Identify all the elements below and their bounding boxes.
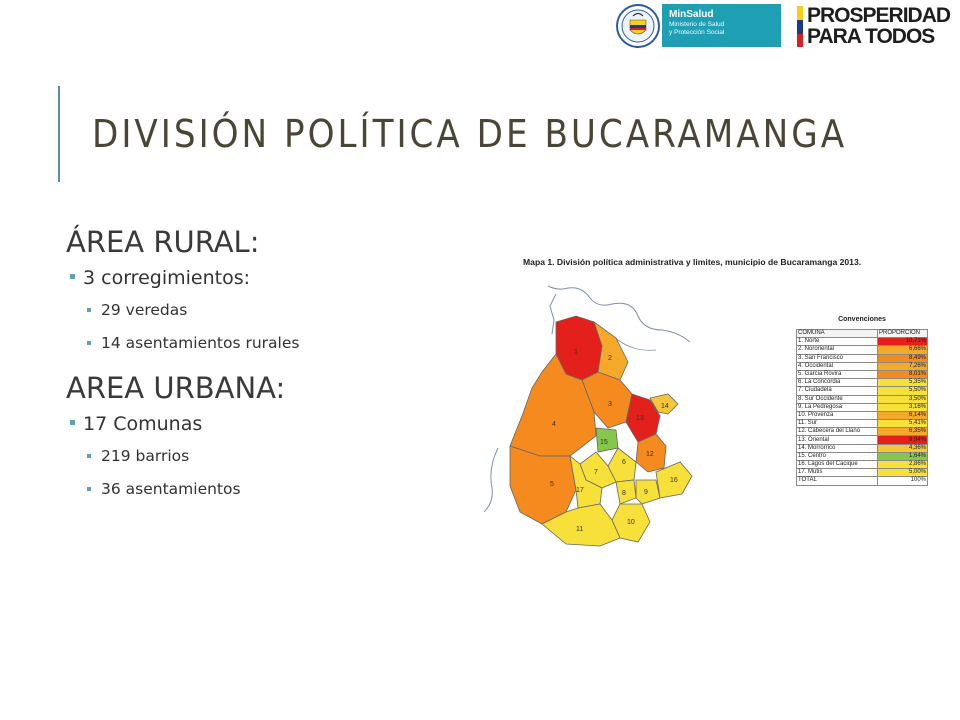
comuna-label: 5 [550,481,554,488]
bullet-icon [87,308,91,312]
comuna-label: 10 [627,519,635,526]
legend-comuna-name: 7. Ciudadela [797,387,878,395]
legend-comuna-name: 11. Sur [797,420,878,428]
prosperidad-logo [797,6,959,48]
comuna-label: 7 [594,469,598,476]
comuna-9-region [636,480,660,504]
legend-proporcion-value: 7,26% [878,362,928,370]
legend-comuna-name: 14. Morrorrico [797,444,878,452]
comuna-label: 13 [636,415,644,422]
legend-body [797,338,928,477]
legend-proporcion-value: 8,49% [878,354,928,362]
rural-subitem-text: 14 asentamientos rurales [101,334,300,352]
legend-comuna-name: 3. San Francisco [797,354,878,362]
rural-subitem-text: 29 veredas [101,301,188,319]
legend-comuna-name: 12. Cabecera del Llano [797,428,878,436]
rural-subitem [66,327,396,360]
legend-total-value: 100% [878,477,928,485]
legend-row [797,403,928,411]
rural-item [66,262,396,294]
legend-comuna-name: 17. Mutis [797,469,878,477]
comuna-label: 12 [646,451,654,458]
comuna-label: 2 [608,355,612,362]
legend-row [797,379,928,387]
legend-col-comuna: COMUNA [797,330,878,338]
bucaramanga-map [470,276,710,566]
comuna-label: 6 [622,459,626,466]
map-title: Mapa 1. División política administrativa y limites, municipio de Bucaramanga 2013. [523,257,862,267]
legend-row [797,395,928,403]
bullet-icon [70,420,75,425]
legend-comuna-name: 6. La Concordia [797,379,878,387]
legend-proporcion-value: 5,50% [878,387,928,395]
rural-heading: ÁREA RURAL: [66,225,260,259]
legend-title: Convenciones [838,316,886,323]
urban-subitem-text: 219 barrios [101,447,190,465]
legend-proporcion-value: 5,00% [878,469,928,477]
legend-proporcion-value: 2,86% [878,461,928,469]
comuna-label: 1 [574,349,578,356]
legend-proporcion-value: 9,94% [878,436,928,444]
legend-row [797,469,928,477]
comuna-label: 16 [670,477,678,484]
legend-row [797,346,928,354]
bullet-icon [87,341,91,345]
comuna-label: 4 [552,421,556,428]
legend-comuna-name: 2. Nororiental [797,346,878,354]
legend-total-label: TOTAL [797,477,878,485]
legend-proporcion-value: 1,64% [878,452,928,460]
legend-proporcion-value: 10,71% [878,338,928,346]
urban-subitem [66,440,396,473]
urban-item [66,408,396,440]
legend-row [797,436,928,444]
legend-proporcion-value: 3,16% [878,403,928,411]
legend-comuna-name: 4. Occidental [797,362,878,370]
legend-row [797,338,928,346]
legend-proporcion-value: 5,35% [878,379,928,387]
header-logos [0,0,960,56]
minsalud-brand: MinSalud [669,9,714,20]
legend-row [797,452,928,460]
legend-row [797,387,928,395]
bullet-icon [87,487,91,491]
legend-comuna-name: 1. Norte [797,338,878,346]
legend-comuna-name: 15. Centro [797,452,878,460]
bullet-icon [87,454,91,458]
legend-row [797,461,928,469]
prosperidad-line1: PROSPERIDAD [807,4,951,27]
rural-item-text: 3 corregimientos: [83,267,250,289]
urban-subitem [66,473,396,506]
flag-yellow-stripe [797,6,803,20]
legend-row [797,370,928,378]
flag-red-stripe [797,34,803,47]
comuna-8-region [616,480,636,504]
legend-table [796,329,928,486]
legend-row [797,354,928,362]
colombia-seal-icon [616,4,660,48]
boundary-line [550,294,556,334]
legend-comuna-name: 8. Sur Occidente [797,395,878,403]
legend-total-row [797,477,928,485]
legend-comuna-name: 16. Lagos del Cacique [797,461,878,469]
comuna-label: 9 [644,489,648,496]
comuna-label: 11 [576,526,584,533]
legend-comuna-name: 10. Provenza [797,411,878,419]
legend-proporcion-value: 6,66% [878,346,928,354]
legend-proporcion-value: 5,41% [878,420,928,428]
legend-row [797,362,928,370]
legend-proporcion-value: 6,14% [878,411,928,419]
legend-col-proporcion: PROPORCION [878,330,928,338]
comuna-label: 17 [576,487,584,494]
map-legend [796,311,928,486]
legend-row [797,428,928,436]
minsalud-line1: Ministerio de Salud [669,21,725,28]
urban-heading: AREA URBANA: [66,371,286,405]
title-accent-bar [58,86,60,182]
comuna-label: 3 [608,401,612,408]
legend-proporcion-value: 4,36% [878,444,928,452]
content-list [66,222,396,506]
legend-proporcion-value: 8,01% [878,370,928,378]
page-title: DIVISIÓN POLÍTICA DE BUCARAMANGA [92,112,848,156]
legend-row [797,444,928,452]
bullet-icon [70,274,75,279]
prosperidad-line2: PARA TODOS [807,25,935,48]
comuna-label: 15 [600,439,608,446]
comuna-label: 8 [622,490,626,497]
rural-subitem [66,294,396,327]
minsalud-line2: y Protección Social [669,29,725,36]
legend-row [797,411,928,419]
legend-proporcion-value: 6,35% [878,428,928,436]
comuna-label: 14 [661,403,669,410]
legend-header-row [797,330,928,338]
urban-subitem-text: 36 asentamientos [101,480,241,498]
legend-row [797,420,928,428]
legend-comuna-name: 9. La Pedregosa [797,403,878,411]
legend-comuna-name: 5. Garcia Rovira [797,370,878,378]
minsalud-logo [662,4,781,47]
legend-proporcion-value: 3,50% [878,395,928,403]
flag-blue-stripe [797,20,803,34]
urban-item-text: 17 Comunas [83,413,203,435]
boundary-line [484,448,498,512]
legend-comuna-name: 13. Oriental [797,436,878,444]
